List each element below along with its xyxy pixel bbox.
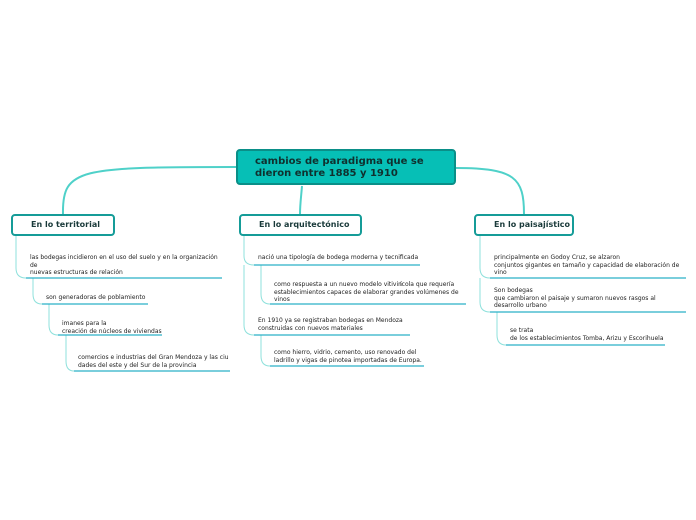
branch-territorial[interactable]: En lo territorial	[11, 214, 115, 236]
central-topic[interactable]: cambios de paradigma que se dieron entre 1885 y 1910	[236, 149, 456, 185]
topic-bodegas-uso-suelo[interactable]: las bodegas incidieron en el uso del suelo y en la organización de nuevas estructuras de relación	[30, 254, 218, 277]
topic-godoy-cruz[interactable]: principalmente en Godoy Cruz, se alzaron conjuntos gigantes en tamaño y capacidad de elaboración de vino	[494, 254, 680, 277]
topic-modelo-vitivinicola[interactable]: como respuesta a un nuevo modelo vitivin establecimientos capaces de elaborar grandes volúmenes de vinos	[274, 281, 459, 304]
topic-comercios-industrias[interactable]: comercios e industrias del Gran Mendoza y las ciu dades del este y del Sur de la provincia	[78, 354, 229, 369]
topic-imanes-viviendas[interactable]: imanes para la creación de núcleos de viviendas	[62, 320, 162, 335]
topic-bodegas-1910[interactable]: En 1910 ya se registraban bodegas en Mendoza construidas con nuevos materiales	[258, 317, 403, 332]
topic-generadoras-poblamiento[interactable]: son generadoras de poblamiento	[46, 294, 146, 301]
topic-materiales[interactable]: como hierro, vidrio, cemento, uso renovado del ladrillo y vigas de pinotea importadas de Europa.	[274, 349, 422, 364]
topic-tipologia-bodega[interactable]: nació una tipología de bodega moderna y tecnificada	[258, 254, 419, 261]
branch-paisajistico[interactable]: En lo paisajístico	[474, 214, 574, 236]
topic-establecimientos[interactable]: se trata de los establecimientos Tomba, Arizu y Escorihuela	[510, 327, 664, 342]
branch-arquitectonico[interactable]: En lo arquitectónico	[239, 214, 362, 236]
topic-modelo-vitivinicola-cont[interactable]: ícola que requería	[400, 281, 455, 288]
topic-paisaje-urbano[interactable]: Son bodegas que cambiaron el paisaje y sumaron nuevos rasgos al desarrollo urbano	[494, 287, 656, 310]
